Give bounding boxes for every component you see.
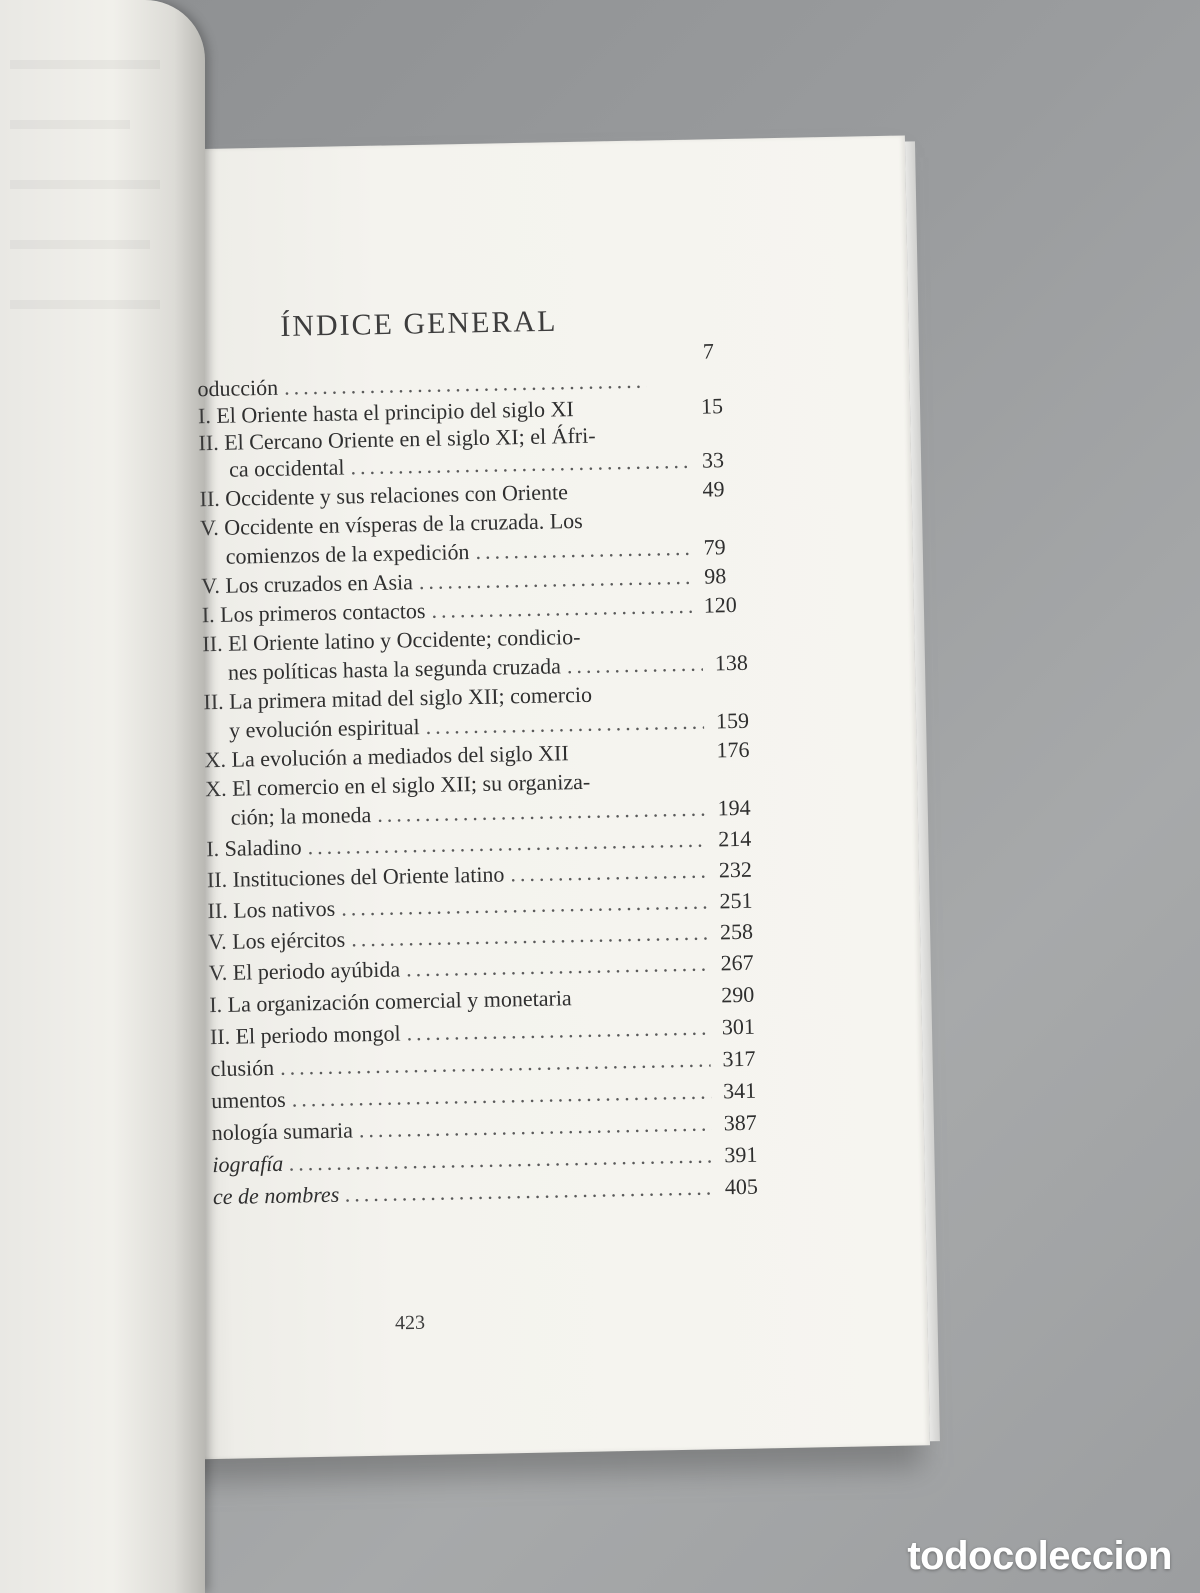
toc-chapter-number: II. [202, 630, 223, 657]
toc-chapter-number: I. [206, 835, 220, 862]
ghost-text-line [10, 180, 160, 189]
toc-label: ce de nombres [212, 1181, 340, 1210]
toc-page-number: 258 [719, 918, 754, 945]
ghost-text-line [10, 120, 130, 129]
toc-page-number: 387 [723, 1109, 757, 1136]
toc-label: El Oriente hasta el principio del siglo XI [216, 396, 574, 428]
toc-label: ción; la moneda [230, 802, 372, 830]
toc-chapter-number: II. [198, 429, 219, 456]
toc-leader-dots [431, 593, 692, 624]
toc-label: La organización comercial y monetaria [227, 985, 572, 1017]
toc-label: Los primeros contactos [219, 597, 426, 627]
toc-label: umentos [210, 1086, 286, 1114]
toc-page-number: 159 [715, 707, 750, 734]
toc-label: Los nativos [232, 895, 336, 923]
watermark-logo: todocoleccion [907, 1534, 1172, 1578]
toc-page-number: 79 [703, 534, 726, 560]
toc-chapter-number: II. [199, 485, 221, 512]
toc-leader-dots [419, 564, 693, 595]
toc-leader-dots [510, 858, 707, 888]
toc-page-number: 176 [716, 736, 750, 763]
toc-page-number: 49 [702, 476, 725, 502]
toc-page-number: 15 [700, 393, 724, 419]
toc-page-number: 391 [724, 1141, 758, 1168]
toc-page-number: 341 [722, 1077, 757, 1104]
toc-label: oducción [197, 374, 279, 402]
toc-chapter-number: I. [209, 991, 223, 1018]
toc-leader-dots [567, 651, 704, 680]
toc-page-number: 138 [714, 649, 749, 676]
page-title: ÍNDICE GENERAL [280, 304, 558, 344]
toc-chapter-number: X. [204, 746, 227, 773]
toc-page-number: 290 [720, 981, 755, 1008]
toc-page-number: 7 [702, 338, 715, 364]
toc-page-number: 214 [717, 825, 752, 852]
toc-label: Los ejércitos [231, 926, 346, 954]
toc-label: El Cercano Oriente en el siglo XI; el Áfri- [223, 422, 596, 455]
toc-page-number: 194 [717, 794, 751, 821]
toc-page-number: 120 [703, 591, 737, 618]
toc-page-number: 405 [724, 1173, 759, 1200]
toc-page-number: 317 [722, 1045, 756, 1072]
toc-chapter-number: II. [203, 688, 224, 715]
toc-page-number: 267 [720, 949, 754, 976]
toc-label: Los cruzados en Asia [225, 569, 414, 598]
toc-label: El periodo ayúbida [232, 956, 401, 985]
toc-chapter-number: I. [197, 403, 212, 429]
ghost-text-line [10, 240, 150, 249]
toc-chapter-number: V. [207, 928, 227, 955]
toc-label: nología sumaria [211, 1117, 354, 1146]
toc-chapter-number: V. [199, 514, 219, 541]
toc-label: La evolución a mediados del siglo XII [231, 740, 569, 772]
toc-label: Occidente en vísperas de la cruzada. Los [223, 507, 583, 540]
toc-label: Instituciones del Oriente latino [232, 861, 505, 892]
page-edge [905, 141, 940, 1441]
toc-chapter-number: II. [209, 1023, 231, 1050]
toc-leader-dots [425, 709, 704, 740]
toc-page-number: 232 [718, 856, 753, 883]
toc-label: clusión [210, 1054, 275, 1082]
toc-page-number: 98 [703, 563, 727, 589]
ghost-text-line [10, 300, 160, 309]
toc-label: comienzos de la expedición [225, 539, 470, 569]
toc-label: El Oriente latino y Occidente; condicio- [227, 623, 581, 656]
toc-page-number: 33 [701, 447, 725, 473]
toc-page-number: 301 [721, 1013, 756, 1040]
toc-entry [697, 338, 714, 364]
facing-page [0, 0, 205, 1593]
toc-label: El periodo mongol [235, 1020, 401, 1049]
toc-chapter-number: II. [207, 897, 228, 924]
toc-chapter-number: I. [201, 601, 215, 628]
toc-label: y evolución espiritual [228, 714, 420, 743]
toc-chapter-number: X. [204, 775, 227, 802]
ghost-text-line [10, 60, 160, 69]
toc-label: iografía [212, 1150, 284, 1178]
toc-chapter-number: V. [201, 572, 221, 599]
toc-label: Occidente y sus relaciones con Oriente [225, 479, 569, 511]
toc-label: Saladino [224, 834, 302, 861]
toc-label: La primera mitad del siglo XII; comercio [228, 681, 593, 714]
toc-label: El comercio en el siglo XII; su organiza- [231, 768, 591, 801]
toc-page-number: 251 [719, 887, 753, 914]
toc-leader-dots [475, 535, 692, 565]
toc-label: ca occidental [228, 454, 345, 482]
toc-label: nes políticas hasta la segunda cruzada [227, 653, 562, 685]
toc-chapter-number: V. [208, 959, 228, 986]
toc-chapter-number: II. [206, 866, 228, 893]
page-folio-number: 423 [394, 1311, 426, 1335]
